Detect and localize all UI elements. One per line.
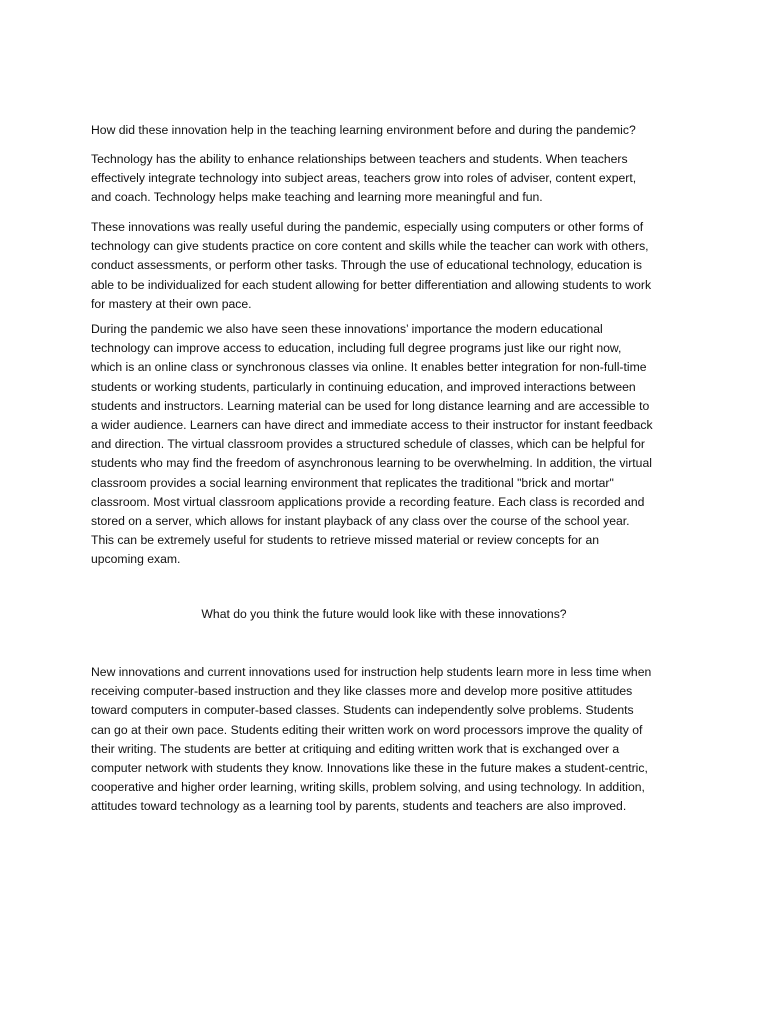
- question-heading-2: What do you think the future would look like with these innovations?: [201, 607, 567, 621]
- paragraph-1: Technology has the ability to enhance relationships between teachers and students. When teachers effectively integrate technology into subject areas, teachers grow into roles of adviser, content expert, and coach. Technology helps make teaching and learning more meaningful and fun.: [91, 152, 637, 205]
- question-heading-1: How did these innovation help in the teaching learning environment before and during the pandemic?: [91, 123, 636, 137]
- paragraph-4: New innovations and current innovations used for instruction help students learn more in less time when receiving computer-based instruction and they like classes more and develop more positive attitudes toward computers in computer-based classes. Students can independently solve problems. Students can go at their own pace. Students editing their written work on word processors improve the quality of their writing. The students are better at critiquing and editing written work that is exchanged over a computer network with students they know. Innovations like these in the future makes a student-centric, cooperative and higher order learning, writing skills, problem solving, and using technology. In addition, attitudes toward technology as a learning tool by parents, students and teachers are also improved.: [91, 665, 652, 814]
- paragraph-3: During the pandemic we also have seen these innovations’ importance the modern educational technology can improve access to education, including full degree programs just like our right now, which is an online class or synchronous classes via online. It enables better integration for non-full-time students or working students, particularly in continuing education, and improved interactions between students and instructors. Learning material can be used for long distance learning and are accessible to a wider audience. Learners can have direct and immediate access to their instructor for instant feedback and direction. The virtual classroom provides a structured schedule of classes, which can be helpful for students who may find the freedom of asynchronous learning to be overwhelming. In addition, the virtual classroom provides a social learning environment that replicates the traditional "brick and mortar" classroom. Most virtual classroom applications provide a recording feature. Each class is recorded and stored on a server, which allows for instant playback of any class over the course of the school year. This can be extremely useful for students to retrieve missed material or review concepts for an upcoming exam.: [91, 322, 653, 567]
- paragraph-2: These innovations was really useful during the pandemic, especially using computers or other forms of technology can give students practice on core content and skills while the teacher can work with others, conduct assessments, or perform other tasks. Through the use of educational technology, education is able to be individualized for each student allowing for better differentiation and allowing students to work for mastery at their own pace.: [91, 220, 652, 311]
